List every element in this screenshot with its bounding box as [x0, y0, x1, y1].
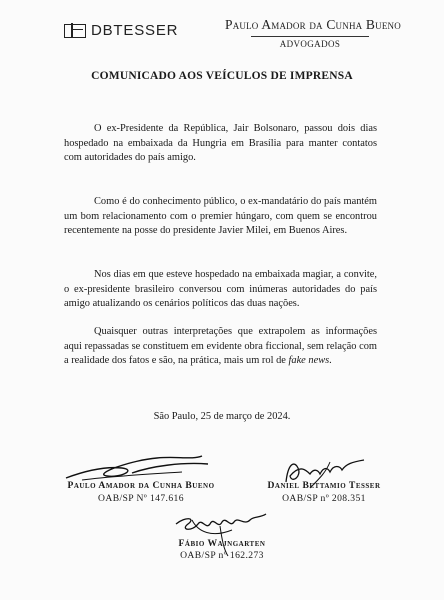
logo-divider — [251, 36, 369, 37]
dateline: São Paulo, 25 de março de 2024. — [153, 411, 291, 422]
paragraph-1-text: O ex-Presidente da República, Jair Bolsonaro, passou dois dias hospedado na embaixada da Hungria em Brasília para manter contatos com autoridades do país amigo. — [64, 123, 377, 164]
document-title: COMUNICADO AOS VEÍCULOS DE IMPRENSA — [91, 70, 353, 82]
paragraph-4-text: Quaisquer outras interpretações que extrapolem as informações aqui repassadas se constituem em evidente obra ficcional, sem relação com a realidade dos fatos e são, na prática, mais um rol de — [64, 326, 377, 367]
signatory-3-oab: OAB/SP nº 162.273 — [180, 550, 264, 561]
paragraph-2 — [64, 195, 377, 239]
signature-paulo-bueno — [62, 448, 212, 484]
signatory-2-name: Daniel Bettamio Tesser — [267, 480, 381, 491]
fake-news-italic: fake news — [288, 355, 330, 367]
paragraph-4 — [64, 325, 377, 369]
dbtesser-logo-text: DBTESSER — [91, 22, 179, 39]
paragraph-1 — [64, 122, 377, 166]
paragraph-3-text: Nos dias em que esteve hospedado na embaixada magiar, a convite, o ex-presidente brasileiro conversou com inúmeras autoridades do país amigo atualizando os cenários políticos das duas nações. — [64, 269, 377, 310]
dbtesser-logo-icon — [64, 24, 86, 38]
signatory-2-oab: OAB/SP nº 208.351 — [282, 493, 366, 504]
law-firm-subtitle: ADVOGADOS — [279, 39, 341, 49]
paragraph-3 — [64, 268, 377, 312]
law-firm-name: Paulo Amador da Cunha Bueno — [225, 17, 401, 32]
paragraph-4-end: . — [329, 355, 332, 367]
signatory-3-name: Fábio Wajngarten — [178, 538, 266, 549]
dbtesser-logo — [64, 22, 178, 39]
signatory-1-oab: OAB/SP Nº 147.616 — [98, 493, 184, 504]
paragraph-2-text: Como é do conhecimento público, o ex-mandatário do país mantém um bom relacionamento com o premier húngaro, com quem se encontrou recentemente na posse do presidente Javier Milei, em Buenos Aires. — [64, 196, 377, 237]
law-firm-logo — [225, 17, 401, 49]
signatory-1-name: Paulo Amador da Cunha Bueno — [67, 480, 215, 491]
